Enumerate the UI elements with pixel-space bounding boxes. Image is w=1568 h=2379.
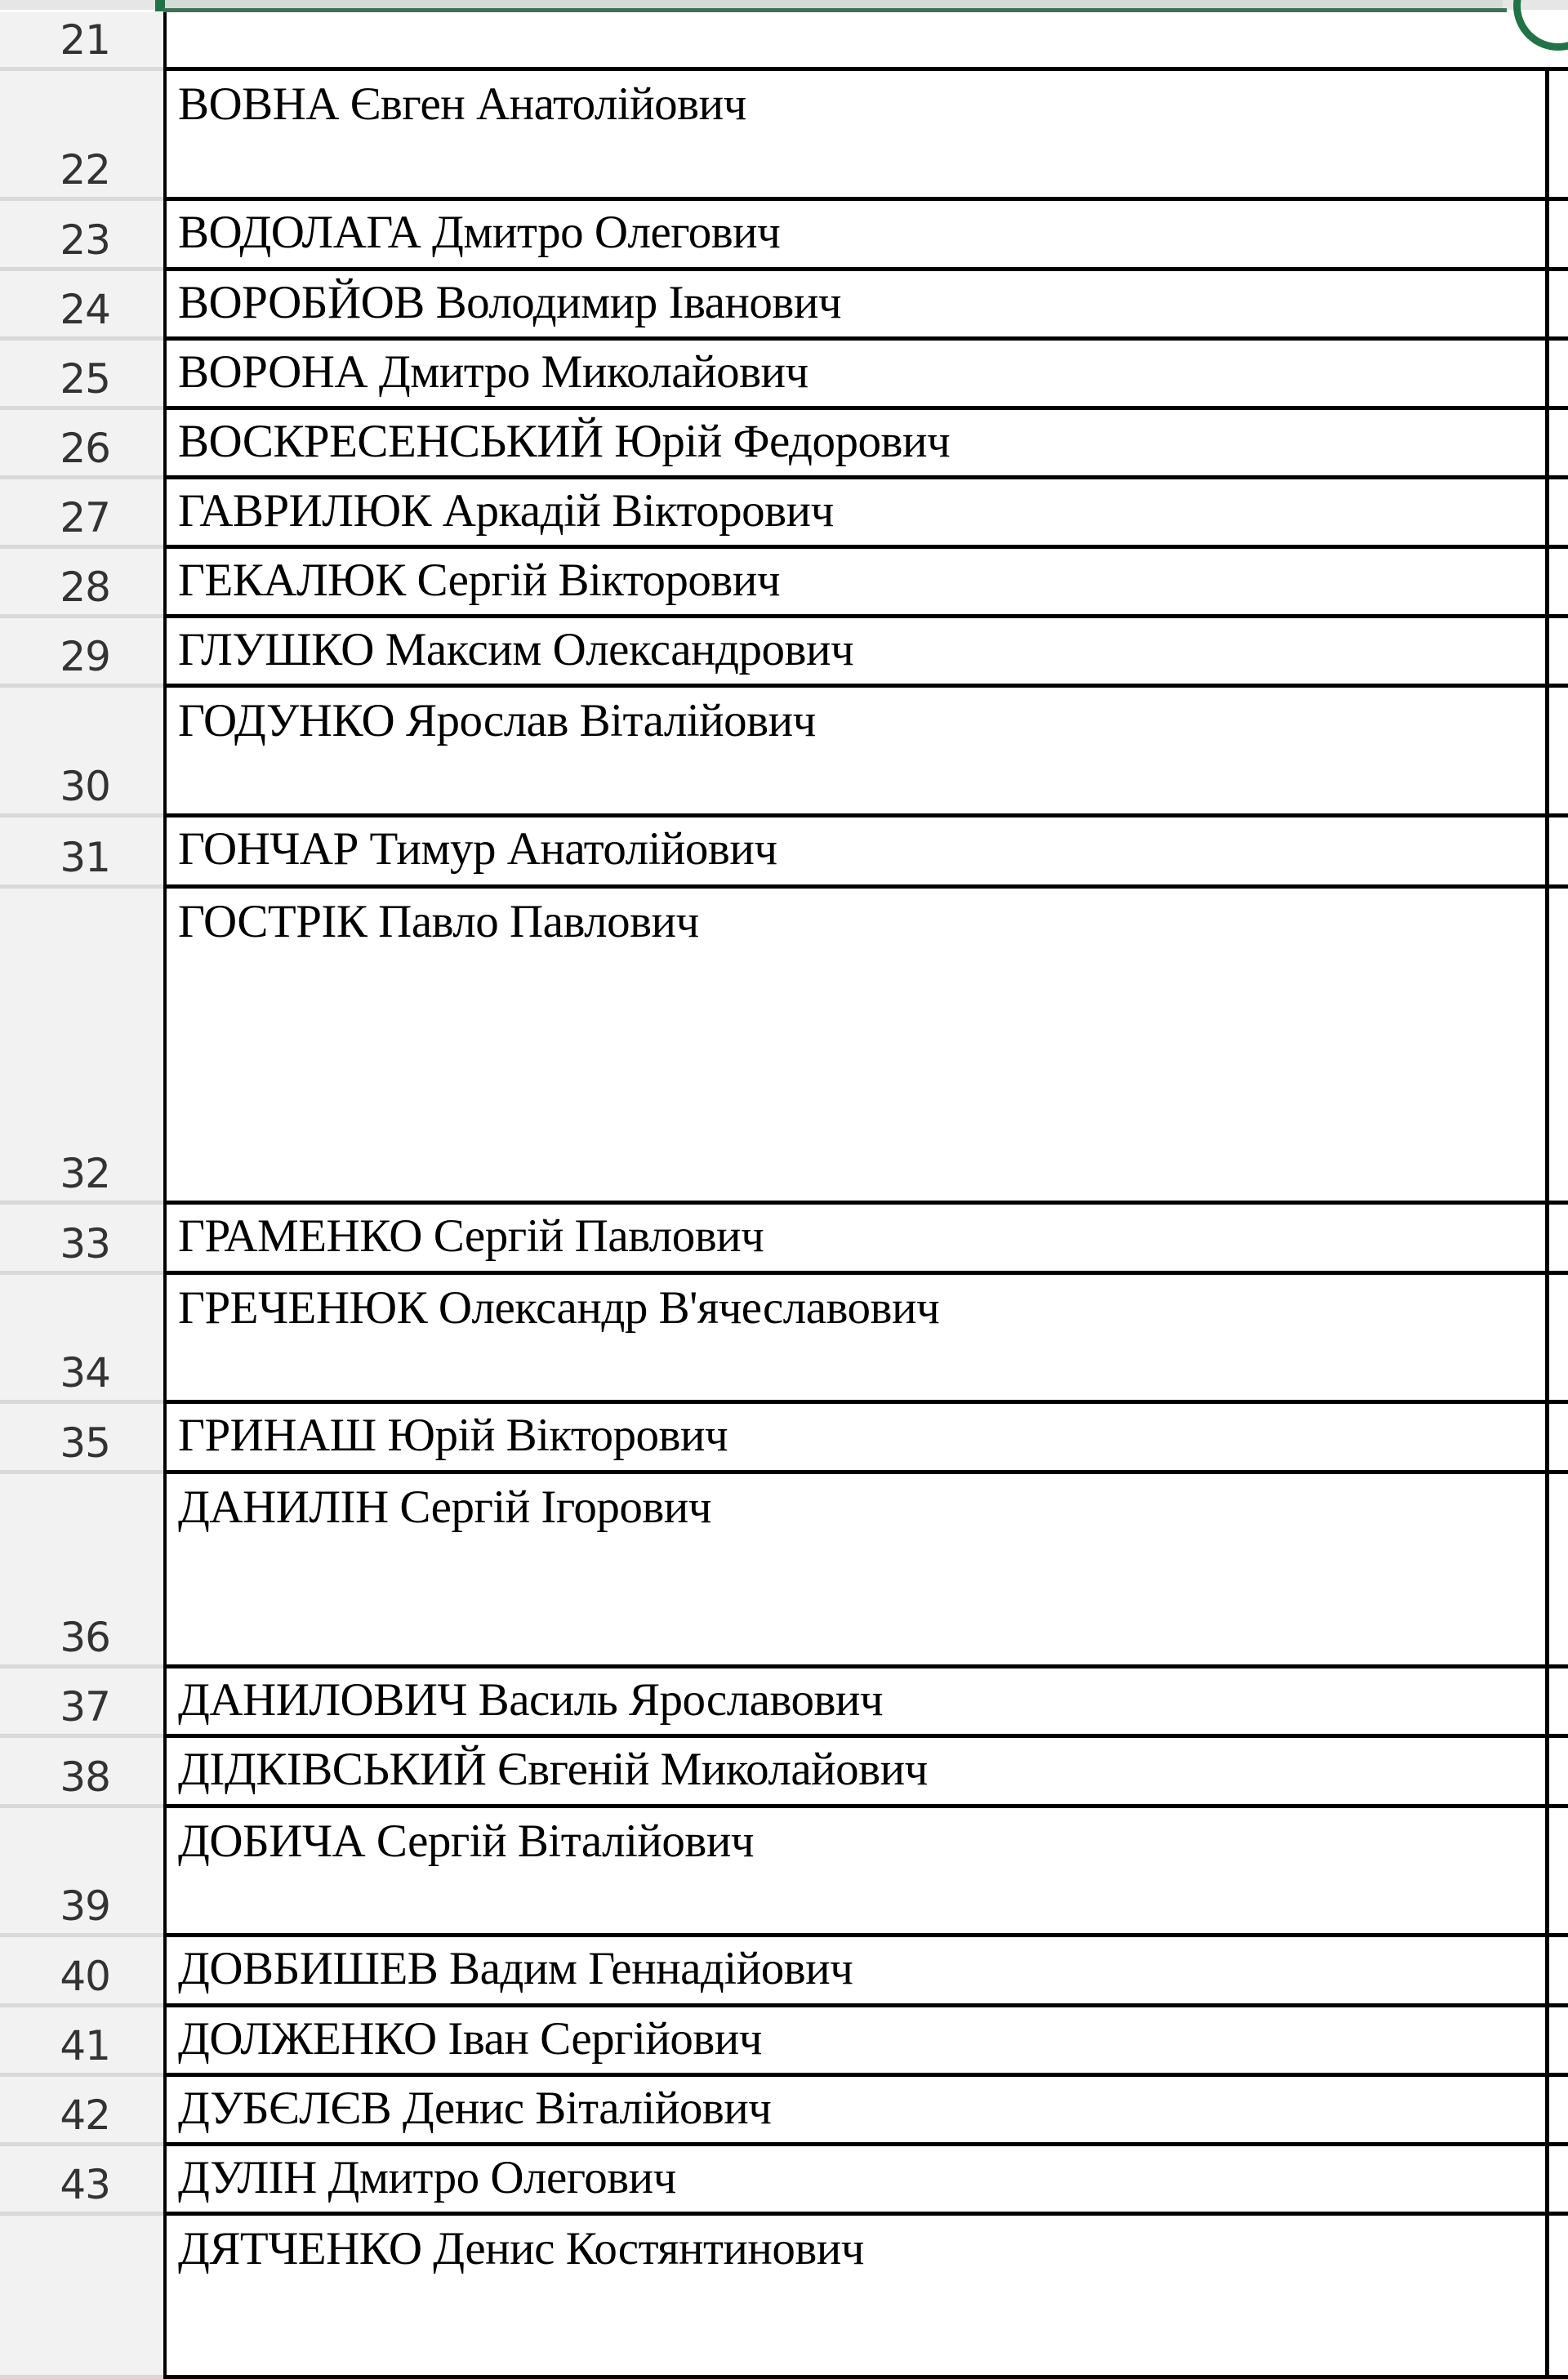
cell-text: ВОРОБЙОВ Володимир Іванович [178, 277, 841, 328]
row-header[interactable] [0, 618, 163, 688]
cell-text: ДУБЄЛЄВ Денис Віталійович [178, 2083, 772, 2134]
row-header[interactable] [0, 71, 163, 201]
table-row [0, 410, 1568, 479]
table-row [0, 1937, 1568, 2007]
cell-text: ДІДКІВСЬКИЙ Євгеній Миколайович [178, 1744, 928, 1795]
adjacent-cell[interactable] [1549, 479, 1568, 549]
row-number: 37 [60, 1683, 110, 1731]
row-number: 42 [60, 2092, 110, 2139]
row-number: 24 [60, 286, 110, 333]
cell-text: ГОСТРІК Павло Павлович [178, 896, 699, 947]
row-header[interactable] [0, 1738, 163, 1808]
row-number: 41 [60, 2022, 110, 2069]
cell-text: ДЯТЧЕНКО Денис Костянтинович [178, 2223, 864, 2274]
name-cell[interactable] [163, 71, 1549, 201]
row-number: 22 [60, 146, 110, 194]
row-header[interactable] [0, 1474, 163, 1668]
row-number: 32 [60, 1150, 110, 1197]
row-header[interactable] [0, 2216, 163, 2379]
table-row [0, 1205, 1568, 1275]
row-number: 35 [60, 1419, 110, 1467]
adjacent-cell[interactable] [1549, 1205, 1568, 1275]
table-row [0, 818, 1568, 889]
adjacent-cell[interactable] [1549, 1275, 1568, 1404]
row-header[interactable] [0, 889, 163, 1205]
table-row [0, 549, 1568, 618]
row-header[interactable] [0, 1937, 163, 2007]
row-number: 27 [60, 494, 110, 541]
row-header[interactable] [0, 2007, 163, 2077]
row-number: 25 [60, 355, 110, 403]
name-cell[interactable] [163, 2077, 1549, 2146]
adjacent-cell[interactable] [1549, 71, 1568, 201]
row-number: 31 [60, 834, 110, 881]
row-header[interactable] [0, 1275, 163, 1404]
cell-text: ДОЛЖЕНКО Іван Сергійович [178, 2013, 762, 2065]
selected-column-header[interactable] [163, 0, 1503, 8]
name-cell[interactable] [163, 618, 1549, 688]
name-cell[interactable] [163, 818, 1549, 889]
row-number: 29 [60, 633, 110, 680]
row-number: 39 [60, 1882, 110, 1930]
table-row [0, 2146, 1568, 2216]
row-number: 40 [60, 1953, 110, 2000]
name-cell[interactable] [163, 201, 1549, 271]
adjacent-cell[interactable] [1549, 818, 1568, 889]
name-cell[interactable] [163, 271, 1549, 341]
cell-text: ДАНИЛОВИЧ Василь Ярославович [178, 1674, 884, 1726]
cell-text: ВОДОЛАГА Дмитро Олегович [178, 207, 781, 258]
adjacent-cell[interactable] [1549, 1668, 1568, 1738]
row-header[interactable] [0, 12, 163, 71]
spreadsheet-grid [0, 12, 1568, 2379]
row-number: 33 [60, 1220, 110, 1267]
name-cell[interactable] [163, 1474, 1549, 1668]
name-cell[interactable] [163, 2007, 1549, 2077]
name-cell[interactable] [163, 341, 1549, 410]
row-header[interactable] [0, 1404, 163, 1474]
row-header[interactable] [0, 818, 163, 889]
adjacent-cell[interactable] [1549, 2146, 1568, 2216]
row-header[interactable] [0, 410, 163, 479]
table-row [0, 618, 1568, 688]
row-header[interactable] [0, 341, 163, 410]
cell-text: ГОДУНКО Ярослав Віталійович [178, 695, 816, 746]
table-row [0, 201, 1568, 271]
row-header[interactable] [0, 479, 163, 549]
cell-text: ВОВНА Євген Анатолійович [178, 78, 746, 130]
name-cell[interactable] [163, 1668, 1549, 1738]
name-cell[interactable] [163, 2216, 1549, 2379]
adjacent-cell[interactable] [1549, 618, 1568, 688]
name-cell[interactable] [163, 2146, 1549, 2216]
row-number: 34 [60, 1349, 110, 1397]
name-cell[interactable] [163, 410, 1549, 479]
row-number: 23 [60, 216, 110, 264]
table-row [0, 341, 1568, 410]
name-cell[interactable] [163, 549, 1549, 618]
name-cell[interactable] [163, 1205, 1549, 1275]
row-number: 26 [60, 425, 110, 472]
cell-text: ГРЕЧЕНЮК Олександр В'ячеславович [178, 1282, 940, 1334]
row-number: 21 [60, 16, 110, 64]
table-row [0, 71, 1568, 201]
adjacent-cell[interactable] [1549, 1738, 1568, 1808]
name-cell[interactable] [163, 479, 1549, 549]
cell-text: ДУЛІН Дмитро Олегович [178, 2152, 676, 2203]
name-cell[interactable] [163, 1808, 1549, 1937]
table-row [0, 2216, 1568, 2379]
cell-text: ГРИНАШ Юрій Вікторович [178, 1410, 728, 1461]
cell-text: ВОРОНА Дмитро Миколайович [178, 346, 808, 398]
cell-text: ДОВБИШЕВ Вадим Геннадійович [178, 1943, 853, 1994]
name-cell[interactable] [163, 1275, 1549, 1404]
name-cell[interactable] [163, 1937, 1549, 2007]
adjacent-cell[interactable] [1549, 2077, 1568, 2146]
row-header[interactable] [0, 2077, 163, 2146]
table-row [0, 1404, 1568, 1474]
name-cell[interactable] [163, 1404, 1549, 1474]
row-header[interactable] [0, 271, 163, 341]
cell-text: ГОНЧАР Тимур Анатолійович [178, 823, 777, 875]
cell-text: ВОСКРЕСЕНСЬКИЙ Юрій Федорович [178, 416, 951, 467]
row-header[interactable] [0, 2146, 163, 2216]
row-number: 38 [60, 1753, 110, 1801]
name-cell[interactable] [163, 688, 1549, 818]
table-row [0, 1668, 1568, 1738]
table-row [0, 271, 1568, 341]
adjacent-cell[interactable] [1549, 271, 1568, 341]
cell-text: ГАВРИЛЮК Аркадій Вікторович [178, 485, 834, 537]
row-header[interactable] [0, 688, 163, 818]
row-header[interactable] [0, 1205, 163, 1275]
table-row [0, 12, 1568, 71]
name-cell[interactable] [163, 12, 1549, 71]
adjacent-cell[interactable] [1549, 1937, 1568, 2007]
cell-text: ГЛУШКО Максим Олександрович [178, 624, 854, 675]
adjacent-cell[interactable] [1549, 1808, 1568, 1937]
adjacent-cell[interactable] [1549, 688, 1568, 818]
cell-text: ГРАМЕНКО Сергій Павлович [178, 1210, 764, 1262]
adjacent-cell[interactable] [1549, 1474, 1568, 1668]
table-row [0, 889, 1568, 1205]
table-row [0, 1474, 1568, 1668]
name-cell[interactable] [163, 1738, 1549, 1808]
adjacent-cell[interactable] [1549, 2007, 1568, 2077]
row-header[interactable] [0, 1808, 163, 1937]
table-row [0, 479, 1568, 549]
adjacent-cell[interactable] [1549, 410, 1568, 479]
name-cell[interactable] [163, 889, 1549, 1205]
table-row [0, 2077, 1568, 2146]
table-row [0, 1275, 1568, 1404]
cell-text: ДОБИЧА Сергій Віталійович [178, 1815, 755, 1867]
cell-text: ДАНИЛІН Сергій Ігорович [178, 1481, 711, 1533]
table-row [0, 1738, 1568, 1808]
cell-text: ГЕКАЛЮК Сергій Вікторович [178, 555, 780, 606]
row-header[interactable] [0, 1668, 163, 1738]
adjacent-cell[interactable] [1549, 1404, 1568, 1474]
adjacent-cell[interactable] [1549, 2216, 1568, 2379]
row-number: 36 [60, 1614, 110, 1661]
row-number: 43 [60, 2161, 110, 2208]
adjacent-cell[interactable] [1549, 549, 1568, 618]
table-row [0, 2007, 1568, 2077]
adjacent-cell[interactable] [1549, 889, 1568, 1205]
row-number: 28 [60, 564, 110, 611]
row-number: 30 [60, 763, 110, 810]
row-header[interactable] [0, 549, 163, 618]
table-row [0, 1808, 1568, 1937]
row-header[interactable] [0, 201, 163, 271]
adjacent-cell[interactable] [1549, 201, 1568, 271]
table-row [0, 688, 1568, 818]
adjacent-cell[interactable] [1549, 341, 1568, 410]
